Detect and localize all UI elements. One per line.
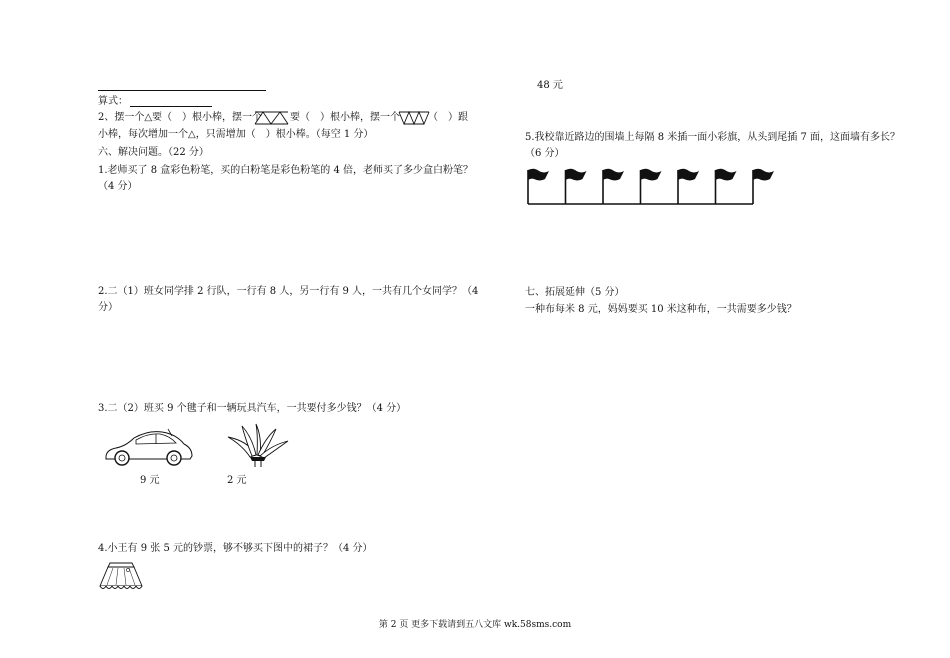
- section7-title: 七、拓展延伸（5 分）: [525, 287, 625, 298]
- flag-icon: [753, 169, 774, 181]
- problem5-line2: （6 分）: [525, 148, 565, 159]
- problem5-line1: 5.我校靠近路边的围墙上每隔 8 米插一面小彩旗，从头到尾插 7 面，这面墙有多长？: [525, 132, 900, 143]
- flag-icon: [603, 169, 624, 181]
- two-triangle-figure-icon: [254, 111, 294, 125]
- answer-line-top: [98, 90, 266, 91]
- problem1-line2: （4 分）: [98, 181, 138, 192]
- problem3-text: 3.二（2）班买 9 个毽子和一辆玩具汽车，一共要付多少钱？（4 分）: [98, 403, 407, 414]
- problem2-line2: 分）: [98, 302, 118, 313]
- shuttlecock-icon: [222, 423, 292, 469]
- page-footer: 第 2 页 更多下载请到五八文库 wk.58sms.com: [378, 620, 572, 630]
- problem4-text: 4.小王有 9 张 5 元的钞票，够不够买下图中的裙子？（4 分）: [98, 543, 373, 554]
- formula-answer-line: [130, 106, 212, 107]
- three-triangle-figure-icon: [398, 111, 432, 125]
- q2-line2: 小棒，每次增加一个△，只需增加（ ）根小棒。（每空 1 分）: [98, 129, 374, 140]
- car-price: 9 元: [140, 475, 160, 486]
- flag-icon: [566, 169, 587, 181]
- shuttlecock-price: 2 元: [227, 475, 247, 486]
- q2-line1-part-c: （ ）跟: [428, 112, 468, 123]
- problem2-line1: 2.二（1）班女同学排 2 行队，一行有 8 人，另一行有 9 人，一共有几个女同学？（4: [98, 286, 479, 297]
- formula-label: 算式：: [98, 96, 128, 107]
- problem7-text: 一种布每米 8 元，妈妈要买 10 米这种布，一共需要多少钱？: [525, 304, 797, 315]
- skirt-icon: [98, 561, 144, 593]
- skirt-price: 48 元: [537, 80, 563, 91]
- toy-car-icon: [104, 428, 194, 468]
- q2-line1-part-b: 要（ ）根小棒，摆一个: [290, 112, 400, 123]
- problem1-line1: 1.老师买了 8 盒彩色粉笔，买的白粉笔是彩色粉笔的 4 倍，老师买了多少盒白粉笔？: [98, 165, 473, 176]
- flag-icon: [716, 169, 737, 181]
- flag-wall-figure: [524, 166, 784, 208]
- flag-icon: [641, 169, 662, 181]
- section6-title: 六、解决问题。（22 分）: [98, 147, 209, 158]
- q2-line1-part-a: 2、摆一个△要（ ）根小棒，摆一个: [98, 112, 263, 123]
- flag-icon: [678, 169, 699, 181]
- flag-icon: [528, 169, 549, 181]
